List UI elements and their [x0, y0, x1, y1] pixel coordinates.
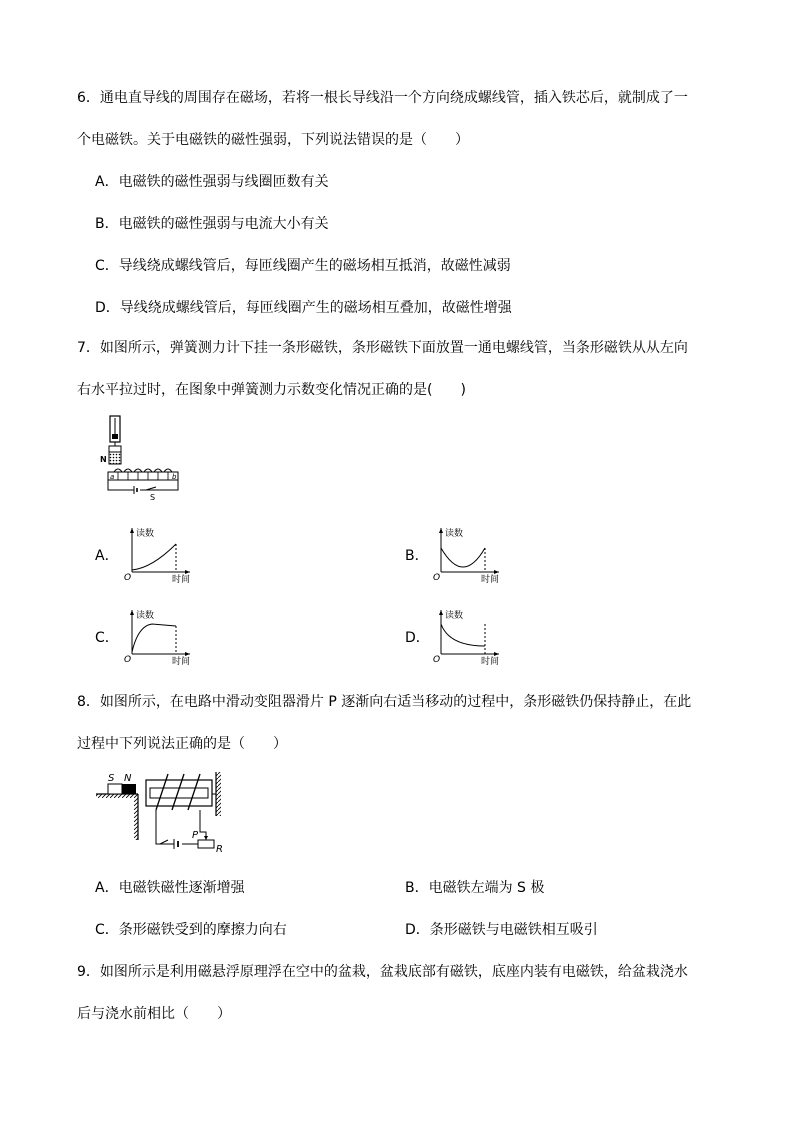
graph-d-origin: O	[433, 655, 441, 665]
circuit	[156, 810, 214, 849]
q6-stem-line2: 个电磁铁。关于电磁铁的磁性强弱，下列说法错误的是（ ）	[77, 132, 469, 148]
magnet-s-label: S	[108, 773, 115, 784]
solenoid	[108, 469, 178, 480]
graph-a-y-label: 读数	[136, 529, 155, 539]
graph-b-x-label: 时间	[481, 575, 500, 584]
q7-option-d-letter: D．	[405, 630, 430, 646]
graph-c-origin: O	[124, 655, 132, 665]
graph-c-y-label: 读数	[136, 611, 155, 621]
graph-c-x-label: 时间	[172, 657, 191, 666]
q6-option-d: D．导线绕成螺线管后，每匝线圈产生的磁场相互叠加，故磁性增强	[95, 300, 512, 316]
q6-stem-line1: 6．通电直导线的周围存在磁场，若将一根长导线沿一个方向绕成螺线管，插入铁芯后，就制成了一	[77, 90, 688, 106]
q8-option-b: B．电磁铁左端为 S 极	[405, 880, 545, 896]
graph-a-x-label: 时间	[172, 575, 191, 584]
q6-option-c: C．导线绕成螺线管后，每匝线圈产生的磁场相互抵消，故磁性减弱	[95, 258, 511, 274]
q7-graph-b	[431, 524, 503, 584]
q7-apparatus-figure	[100, 414, 190, 500]
electromagnet	[146, 774, 212, 810]
bar-magnet	[109, 446, 121, 464]
q6-option-b: B．电磁铁的磁性强弱与电流大小有关	[95, 216, 329, 232]
magnet-n-label: N	[100, 455, 107, 464]
solenoid-a-label: a	[110, 473, 115, 481]
circuit	[108, 480, 178, 494]
solenoid-b-label: b	[172, 473, 177, 481]
q7-graph-c	[122, 606, 194, 666]
q8-stem-line1: 8．如图所示，在电路中滑动变阻器滑片 P 逐渐向右适当移动的过程中，条形磁铁仍保持静止，在此	[77, 694, 692, 710]
rheostat-r-label: R	[216, 844, 223, 855]
bar-magnet	[108, 784, 136, 794]
q7-option-b-letter: B．	[405, 548, 429, 564]
q6-option-a: A．电磁铁的磁性强弱与线圈匝数有关	[95, 174, 329, 190]
slider-p-label: P	[192, 830, 199, 841]
switch-s-label: S	[150, 493, 156, 500]
q7-graph-a	[122, 524, 194, 584]
q7-stem-line1: 7．如图所示，弹簧测力计下挂一条形磁铁，条形磁铁下面放置一通电螺线管，当条形磁铁从从左向	[77, 340, 688, 356]
q8-circuit-figure	[94, 770, 244, 856]
q7-stem-line2: 右水平拉过时，在图象中弹簧测力示数变化情况正确的是( )	[77, 382, 466, 398]
spring-scale	[110, 416, 120, 446]
q8-option-d: D．条形磁铁与电磁铁相互吸引	[405, 922, 598, 938]
q8-stem-line2: 过程中下列说法正确的是（ ）	[77, 736, 287, 752]
graph-d-x-label: 时间	[481, 657, 500, 666]
graph-a-origin: O	[124, 573, 132, 583]
q7-option-c-letter: C．	[95, 630, 119, 646]
q8-option-a: A．电磁铁磁性逐渐增强	[95, 880, 245, 896]
q9-stem-line1: 9．如图所示是利用磁悬浮原理浮在空中的盆栽，盆栽底部有磁铁，底座内装有电磁铁，给盆栽浇水	[77, 964, 688, 980]
magnet-n-label: N	[124, 773, 132, 784]
wall	[212, 772, 221, 816]
q7-graph-d	[431, 606, 503, 666]
graph-b-y-label: 读数	[445, 529, 464, 539]
graph-d-y-label: 读数	[445, 611, 464, 621]
graph-b-origin: O	[433, 573, 441, 583]
q7-option-a-letter: A．	[95, 548, 119, 564]
q8-option-c: C．条形磁铁受到的摩擦力向右	[95, 922, 287, 938]
q9-stem-line2: 后与浇水前相比（ ）	[77, 1006, 231, 1022]
table-ledge	[96, 794, 138, 840]
